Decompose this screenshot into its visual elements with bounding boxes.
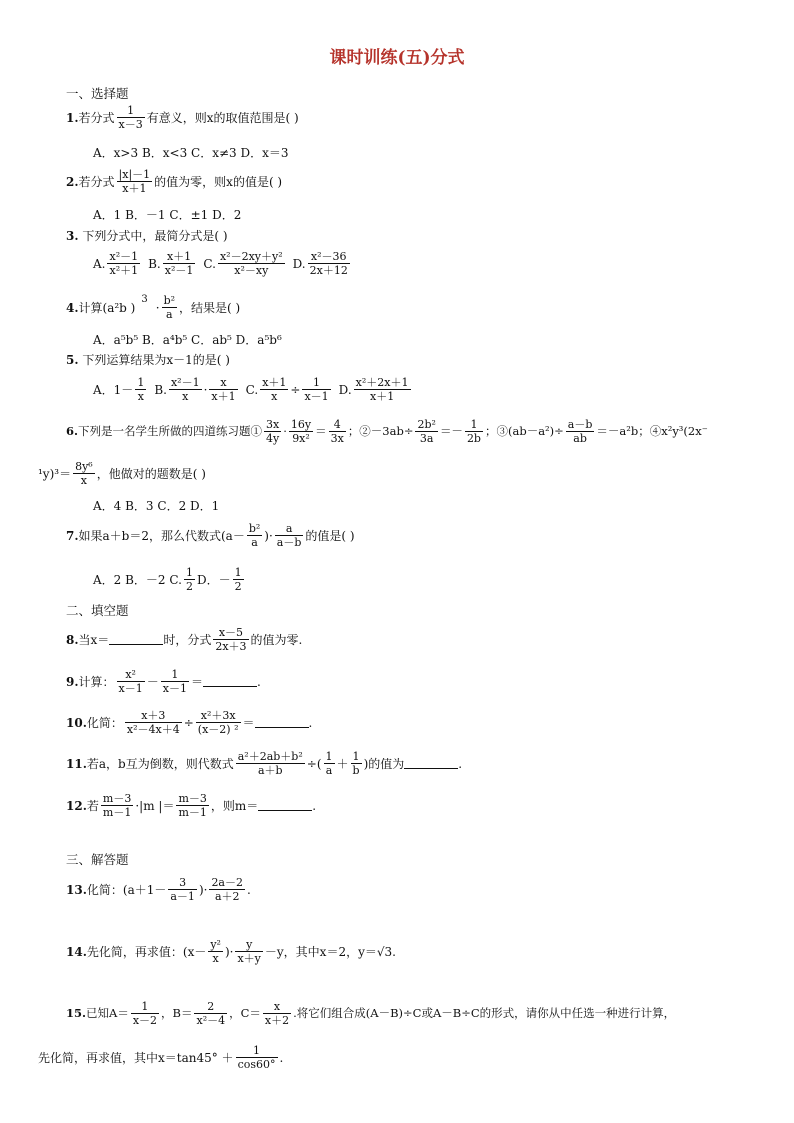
denominator: a＋2	[214, 890, 240, 903]
answer-blank[interactable]	[404, 758, 458, 769]
question-text: 下列是一名学生所做的四道练习题①	[78, 423, 263, 438]
question-5	[66, 354, 230, 366]
question-number: 1.	[66, 110, 79, 125]
question-number: 6.	[66, 423, 79, 438]
numerator: 3	[168, 876, 197, 890]
fraction	[465, 418, 483, 445]
fraction	[213, 626, 248, 653]
question-9	[66, 668, 261, 695]
numerator: x＋3	[125, 709, 182, 723]
fraction	[184, 566, 195, 593]
question-number: 14.	[66, 944, 87, 959]
numerator: 1	[325, 750, 333, 763]
option-label: D.	[292, 256, 306, 271]
numerator: x²－1	[109, 250, 139, 263]
question-6	[66, 418, 708, 445]
option-label: B.	[154, 382, 167, 397]
denominator: 2	[185, 580, 193, 593]
operator: ·	[283, 423, 287, 438]
question-text: 的值为零.	[250, 632, 303, 647]
fraction	[275, 522, 304, 549]
question-text: 下列运算结果为x－1的是( )	[82, 353, 230, 367]
numerator: 1	[236, 1044, 278, 1058]
denominator: a	[251, 536, 258, 549]
numerator: 1	[117, 104, 145, 118]
denominator: 3a	[419, 432, 434, 445]
numerator: 2b²	[417, 418, 436, 431]
fraction	[236, 1044, 278, 1071]
denominator: x－3	[118, 118, 143, 131]
question-text: .将它们组合成(A－B)÷C或A－B÷C的形式，请你从中任选一种进行计算，	[293, 1005, 676, 1020]
denominator: x²－1	[164, 264, 194, 277]
numerator: 16y	[290, 418, 312, 431]
denominator: (x－2) ²	[197, 723, 239, 736]
denominator: ab	[573, 432, 587, 445]
numerator: 3x	[264, 418, 281, 432]
numerator: a－b	[567, 418, 593, 431]
question-text: 的值为零，则x的值是( )	[154, 174, 283, 189]
option-label: A.	[93, 256, 106, 271]
option-label: D.	[338, 382, 352, 397]
denominator: m－1	[102, 806, 132, 819]
question-text: 如果a＋b＝2，那么代数式(a－	[78, 528, 245, 543]
question-text: .	[256, 674, 261, 689]
denominator: 4y	[266, 432, 280, 445]
operator: ÷	[183, 715, 194, 730]
question-text: 化简：(a＋1－	[86, 882, 167, 897]
denominator: x	[271, 390, 278, 403]
denominator: 2	[234, 580, 242, 593]
denominator: a－b	[276, 536, 302, 549]
question-11	[66, 750, 462, 777]
operator: ÷	[290, 382, 301, 397]
numerator: 1	[131, 1000, 159, 1014]
numerator: y²	[210, 938, 221, 951]
denominator: a	[166, 308, 173, 321]
question-text: 的值是( )	[305, 528, 355, 543]
question-10	[66, 709, 312, 736]
question-text: ·|m |＝	[135, 798, 175, 813]
question-text: 有意义，则x的取值范围是( )	[146, 110, 299, 125]
fraction	[329, 418, 346, 445]
answer-blank[interactable]	[255, 717, 309, 728]
operator: ＝	[190, 674, 203, 689]
denominator: 3x	[330, 432, 344, 445]
question-text: 先化简，再求值，其中x＝tan45° ＋	[38, 1050, 234, 1065]
numerator: a²＋2ab＋b²	[237, 750, 303, 763]
question-text: 已知A＝	[86, 1005, 129, 1020]
fraction	[168, 876, 197, 903]
fraction	[289, 418, 313, 445]
question-3	[66, 230, 228, 242]
fraction	[196, 709, 241, 736]
operator: ÷(	[306, 756, 322, 771]
fraction	[131, 1000, 159, 1027]
numerator: 1	[185, 566, 193, 579]
question-number: 13.	[66, 882, 87, 897]
fraction	[354, 376, 411, 403]
fraction	[566, 418, 595, 445]
numerator: x＋1	[163, 250, 196, 264]
question-number: 5.	[66, 353, 79, 367]
fraction	[176, 792, 208, 819]
question-text: 当x＝	[78, 632, 110, 647]
denominator: x	[137, 390, 144, 403]
fraction	[117, 668, 145, 695]
question-number: 7.	[66, 528, 79, 543]
numerator: 2	[194, 1000, 227, 1014]
question-text: ，结果是( )	[179, 300, 241, 315]
operator: －	[146, 674, 159, 689]
denominator: x²－4x＋4	[126, 723, 180, 736]
denominator: a－1	[170, 890, 195, 903]
fraction	[162, 294, 177, 321]
dot: ·	[155, 300, 160, 315]
denominator: 2x＋3	[215, 640, 247, 653]
fraction	[125, 709, 182, 736]
denominator: x²＋1	[109, 264, 139, 277]
fraction	[101, 792, 133, 819]
denominator: 2b	[466, 432, 481, 445]
question-15	[66, 1000, 675, 1027]
option-text: A．2 B．－2 C.	[93, 572, 182, 587]
fraction	[163, 250, 196, 277]
question-8	[66, 626, 302, 653]
denominator: b	[352, 764, 360, 777]
fraction	[324, 750, 335, 777]
question-number: 2.	[66, 174, 79, 189]
numerator: x²＋2x＋1	[355, 376, 409, 389]
question-text: ¹y)³＝	[38, 466, 72, 481]
denominator: m－1	[178, 806, 207, 819]
numerator: 1	[161, 668, 189, 682]
numerator: 1	[234, 566, 242, 579]
fraction	[117, 168, 153, 195]
numerator: 1	[465, 418, 483, 432]
denominator: 9x²	[292, 432, 310, 445]
question-number: 15.	[66, 1005, 87, 1020]
question-text: 化简：	[86, 715, 123, 730]
question-text: 若分式	[78, 174, 115, 189]
numerator: x²－36	[308, 250, 350, 264]
operator: ＝－	[439, 423, 463, 438]
fraction	[169, 376, 202, 403]
options-2: A．1 B．－1 C．±1 D．2	[93, 208, 242, 222]
question-text: )·	[264, 528, 273, 543]
denominator: x	[80, 474, 88, 487]
fraction	[302, 376, 330, 403]
numerator: 8y⁶	[75, 460, 93, 473]
numerator: x²	[117, 668, 145, 682]
answer-blank[interactable]	[203, 676, 257, 687]
answer-blank[interactable]	[109, 634, 163, 645]
fraction	[233, 566, 244, 593]
numerator: 1	[302, 376, 330, 390]
operator: ＝	[242, 715, 255, 730]
question-text: ，则m＝	[210, 798, 259, 813]
numerator: m－3	[102, 792, 132, 805]
fraction	[161, 668, 189, 695]
question-text: .	[312, 798, 317, 813]
denominator: x＋1	[211, 390, 236, 403]
fraction	[235, 938, 262, 965]
question-14	[66, 938, 396, 965]
question-4	[66, 294, 240, 321]
denominator: x＋1	[122, 182, 147, 195]
denominator: x－1	[304, 390, 329, 403]
numerator: y	[235, 938, 262, 952]
numerator: 2a－2	[211, 876, 243, 889]
question-text: －y，其中x＝2，y＝√3.	[264, 944, 396, 959]
numerator: x＋1	[262, 376, 287, 389]
operator: ＋	[336, 756, 349, 771]
options-4: A．a⁵b⁵ B．a⁴b⁵ C．ab⁵ D．a⁵b⁶	[93, 333, 282, 347]
options-5	[93, 376, 413, 403]
denominator: x＋2	[264, 1014, 290, 1027]
page-title: 课时训练(五)分式	[329, 48, 465, 68]
question-text: 下列分式中，最简分式是( )	[82, 229, 228, 243]
numerator: 4	[329, 418, 346, 432]
fraction	[247, 522, 262, 549]
denominator: x²－xy	[234, 264, 269, 277]
section-heading-choice: 一、选择题	[66, 86, 129, 101]
denominator: x²－4	[196, 1014, 226, 1027]
question-number: 4.	[66, 300, 79, 315]
options-3	[93, 250, 352, 277]
question-text: ，C＝	[229, 1005, 261, 1020]
numerator: |x|－1	[118, 168, 151, 181]
question-number: 9.	[66, 674, 79, 689]
numerator: a	[275, 522, 304, 536]
fraction	[218, 250, 285, 277]
question-text: 若a，b互为倒数，则代数式	[86, 756, 234, 771]
denominator: x－2	[132, 1014, 158, 1027]
operator: ＝	[315, 423, 327, 438]
question-number: 12.	[66, 798, 87, 813]
question-text: 先化简，再求值：(x－	[86, 944, 207, 959]
option-label: A．1－	[93, 382, 134, 397]
question-6-line2	[38, 460, 206, 487]
operator: ·	[203, 382, 208, 397]
fraction	[308, 250, 350, 277]
fraction	[117, 104, 145, 131]
numerator: m－3	[178, 792, 207, 805]
answer-blank[interactable]	[258, 800, 312, 811]
exponent: 3	[141, 293, 148, 305]
option-label: C.	[203, 256, 216, 271]
question-text: ，他做对的题数是( )	[96, 466, 206, 481]
denominator: 2x＋12	[309, 264, 348, 277]
options-7	[93, 566, 246, 593]
question-7	[66, 522, 355, 549]
fraction	[135, 376, 146, 403]
question-text: ，B＝	[161, 1005, 193, 1020]
question-text: 若	[86, 798, 99, 813]
fraction	[73, 460, 95, 487]
question-number: 8.	[66, 632, 79, 647]
denominator: a	[325, 764, 333, 777]
question-number: 10.	[66, 715, 87, 730]
question-text: ；②－3ab÷	[347, 423, 414, 438]
question-text: 计算：	[78, 674, 115, 689]
question-text: .	[308, 715, 313, 730]
question-number: 11.	[66, 756, 87, 771]
denominator: x－1	[162, 682, 187, 695]
fraction	[209, 376, 237, 403]
denominator: x	[212, 952, 219, 965]
numerator: x²－2xy＋y²	[219, 250, 283, 263]
section-heading-fill: 二、填空题	[66, 603, 129, 618]
options-6: A．4 B．3 C．2 D．1	[93, 499, 220, 513]
option-label: C.	[245, 382, 259, 397]
question-text: )的值为	[363, 756, 405, 771]
fraction	[415, 418, 437, 445]
question-text: 若分式	[78, 110, 115, 125]
option-label: B.	[148, 256, 161, 271]
denominator: x＋1	[369, 390, 395, 403]
question-text: .	[458, 756, 463, 771]
question-text: )·	[224, 944, 234, 959]
numerator: x	[263, 1000, 291, 1014]
numerator: x－5	[213, 626, 248, 640]
section-heading-solve: 三、解答题	[66, 852, 129, 867]
question-12	[66, 792, 316, 819]
denominator: x	[182, 390, 189, 403]
question-text: .	[247, 882, 251, 897]
fraction	[236, 750, 305, 777]
fraction	[208, 938, 223, 965]
question-text: ＝－a²b；④x²y³(2x⁻	[596, 423, 708, 438]
fraction	[107, 250, 140, 277]
fraction	[194, 1000, 227, 1027]
denominator: cos60°	[237, 1058, 276, 1071]
question-2	[66, 168, 282, 195]
denominator: x－1	[118, 682, 143, 695]
numerator: x	[209, 376, 237, 390]
numerator: 1	[137, 376, 145, 389]
fraction	[263, 1000, 291, 1027]
numerator: b²	[248, 522, 261, 535]
options-1: A．x>3 B．x<3 C．x≠3 D．x＝3	[93, 146, 289, 160]
question-number: 3.	[66, 229, 79, 243]
numerator: x²＋3x	[196, 709, 241, 723]
option-text: D．－	[196, 572, 231, 587]
fraction	[264, 418, 281, 445]
numerator: 1	[351, 750, 362, 764]
denominator: x＋y	[237, 952, 261, 965]
numerator: x²－1	[170, 376, 200, 389]
question-text: ；③(ab－a²)÷	[484, 423, 564, 438]
question-text: .	[279, 1050, 284, 1065]
fraction	[351, 750, 362, 777]
fraction	[209, 876, 245, 903]
denominator: a＋b	[257, 764, 283, 777]
question-1	[66, 104, 299, 131]
question-text: )·	[198, 882, 208, 897]
question-13	[66, 876, 251, 903]
question-15-line2	[38, 1044, 283, 1071]
numerator: b²	[163, 294, 176, 307]
question-text: 计算(a²b )	[78, 300, 136, 315]
question-text: 时，分式	[163, 632, 212, 647]
fraction	[260, 376, 288, 403]
